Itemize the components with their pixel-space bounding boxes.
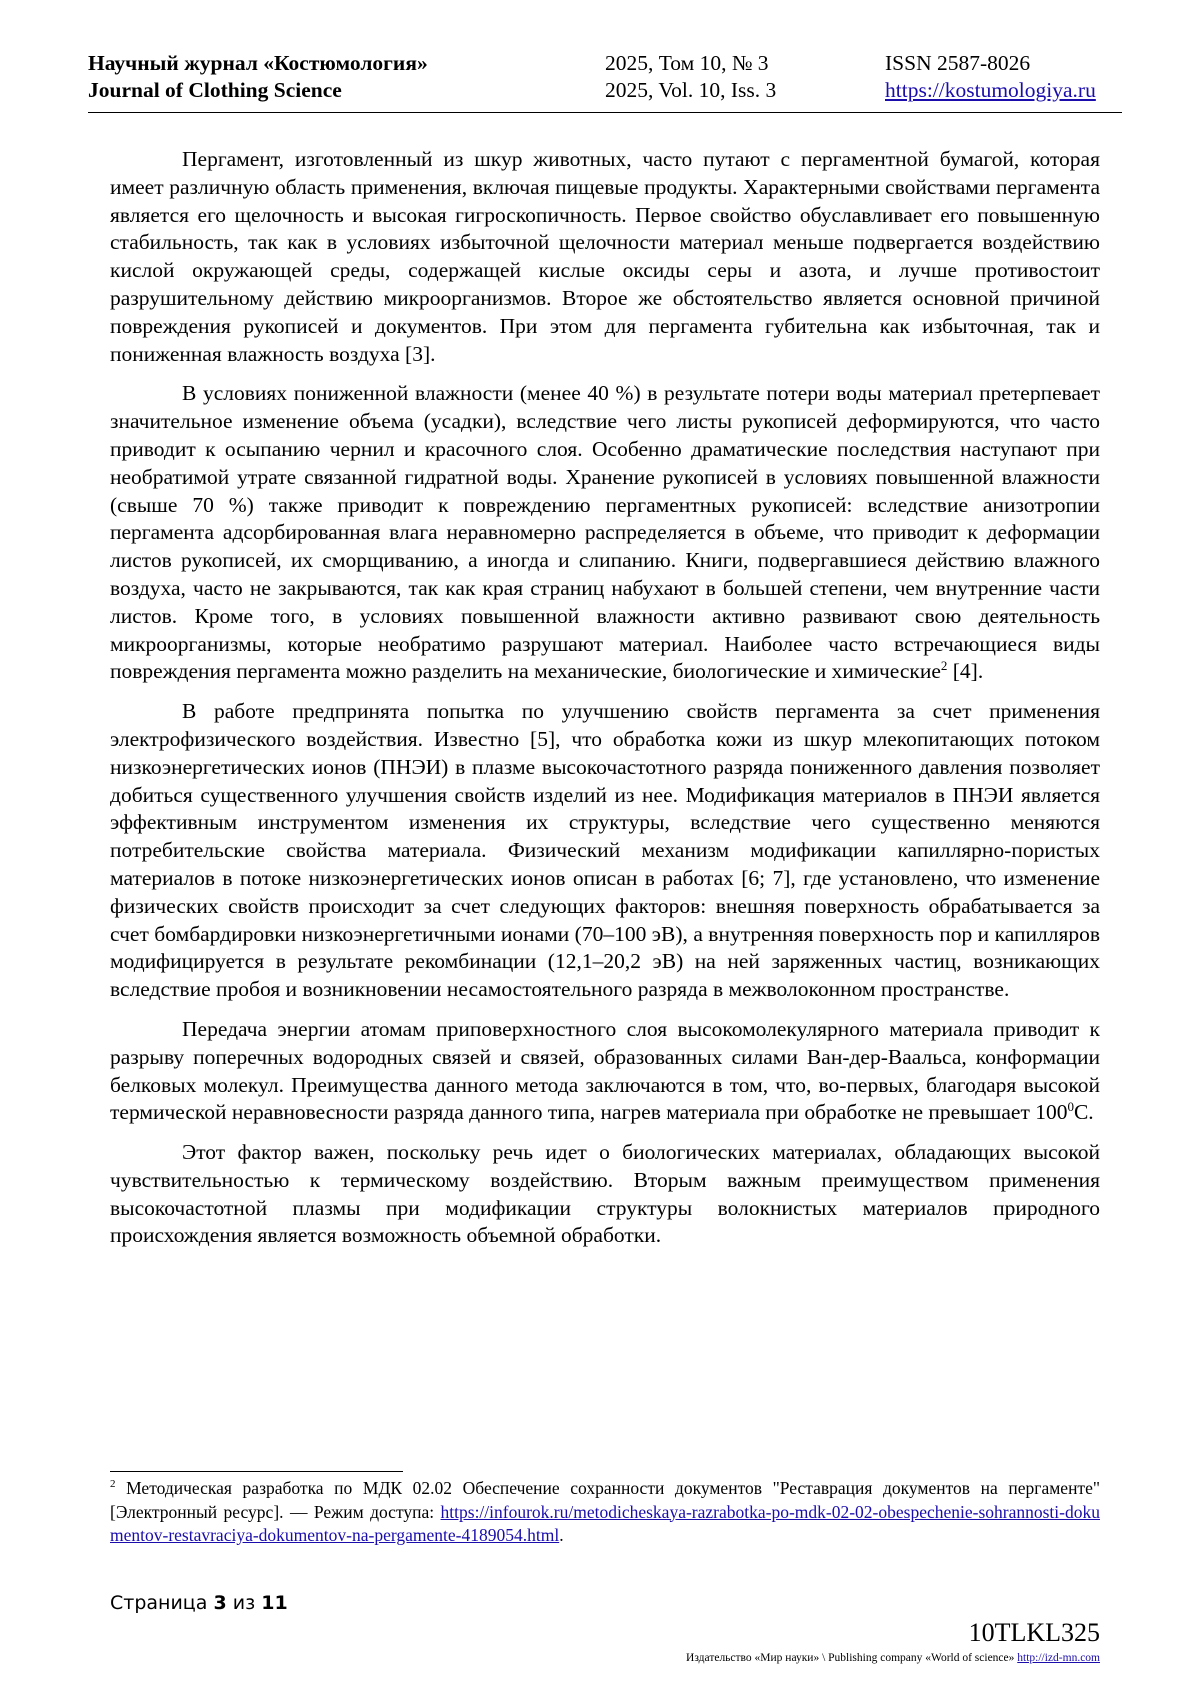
issue-en: 2025, Vol. 10, Iss. 3 — [605, 78, 777, 102]
issn-block — [885, 50, 1096, 104]
journal-header — [88, 50, 1122, 113]
paragraph-5: Этот фактор важен, поскольку речь идет о биологических материалах, обладающих высокой чувствительностью к термическому воздействию. Вторым важным преимуществом применения высокочастотной плазмы при модификации структуры волокнистых материалов природного происхождения является возможность объемной обработки. — [110, 1140, 1100, 1248]
footnote-link[interactable]: https://infourok.ru/metodicheskaya-razrabotka-po-mdk-02-02-obespechenie-sohrannosti-dokumentov-restavraciya-dokumentov-na-pergamente-4189054.html — [110, 1501, 1100, 1545]
publisher-line: Издательство «Мир науки» \ Publishing company «World of science» http://izd-mn.com — [686, 1652, 1100, 1664]
publisher-link[interactable]: http://izd-mn.com — [1017, 1652, 1100, 1664]
journal-name-block — [88, 50, 428, 104]
issue-ru: 2025, Том 10, № 3 — [605, 51, 769, 75]
article-body — [110, 146, 1100, 1262]
footnote-text: Методическая разработка по МДК 02.02 Обеспечение сохранности документов "Реставрация документов на пергаменте" [Электронный ресурс]. — Режим доступа: — [110, 1478, 1100, 1522]
footnote-ref-2[interactable]: 2 — [940, 658, 948, 674]
issue-block — [605, 50, 776, 104]
paragraph-4: Передача энергии атомам приповерхностного слоя высокомолекулярного материала приводит к разрыву поперечных водородных связей и связей, образованных силами Ван-дер-Ваальса, конформации белковых молекул. Преимущества данного метода заключаются в том, что, во-первых, благодаря высокой термической неравновесности разряда данного типа, нагрев материала при обработке не превышает $100^0С$. — [110, 1016, 1100, 1125]
issn: ISSN 2587-8026 — [885, 51, 1031, 75]
journal-name-ru: Научный журнал «Костюмология» — [88, 51, 428, 75]
journal-url-link[interactable]: https://kostumologiya.ru — [885, 78, 1096, 102]
article-code: 10TLKL325 — [968, 1618, 1100, 1647]
paragraph-2: В условиях пониженной влажности (менее 40 %) в результате потери воды материал претерпевает значительное изменение объема (усадки), вследствие чего листы рукописей деформируются, что часто приводит к осыпанию чернил и красочного слоя. Особенно драматические последствия наступают при необратимой утрате связанной гидратной воды. Хранение рукописей в условиях повышенной влажности (свыше 70 %) также приводит к повреждению пергаментных рукописей: вследствие анизотропии пергамента адсорбированная влага неравномерно распределяется в объеме, что приводит к деформации листов рукописей, их сморщиванию, а иногда и слипанию. Книги, подвергавшиеся действию влажного воздуха, часто не закрываются, так как края страниц набухают в большей степени, чем внутренние части листов. Кроме того, в условиях повышенной влажности активно развивают свою деятельность микроорганизмы, которые необратимо разрушают материал. Наиболее часто встречающиеся виды повреждения пергамента можно разделить на механические, биологические и химические$^2$ [4]. — [110, 381, 1100, 684]
journal-name-en: Journal of Clothing Science — [88, 78, 342, 102]
paragraph-3: В работе предпринята попытка по улучшению свойств пергамента за счет применения электрофизического воздействия. Известно [5], что обработка кожи из шкур млекопитающих потоком низкоэнергетических ионов (ПНЭИ) в плазме высокочастотного разряда пониженного давления позволяет добиться существенного улучшения свойств изделий из нее. Модификация материалов в ПНЭИ является эффективным инструментом изменения их структуры, вследствие чего существенно меняются потребительские свойства материала. Физический механизм модификации капиллярно-пористых материалов в потоке низкоэнергетических ионов описан в работах [6; 7], где установлено, что изменение физических свойств происходит за счет следующих факторов: внешняя поверхность обрабатывается за счет бомбардировки низкоэнергетичными ионами (70–100 эВ), а внутренняя поверхность пор и капилляров модифицируется в результате рекомбинации (12,1–20,2 эВ) на ней заряженных частиц, возникающих вследствие пробоя и возникновении несамостоятельного разряда в межволоконном пространстве. — [110, 699, 1100, 1002]
footnote-2: $^2$ Методическая разработка по МДК 02.02 Обеспечение сохранности документов "Реставрация документов на пергаменте" [Электронный ресурс]. — Режим доступа: https://infourok.ru/metodicheskaya-razrabotka-po-mdk-02-02-obespechenie-sohrannosti-dokumentov-restavraciya-dokumentov-na-pergamente-4189054.html. — [110, 1478, 1100, 1545]
paragraph-1: Пергамент, изготовленный из шкур животных, часто путают с пергаментной бумагой, которая имеет различную область применения, включая пищевые продукты. Характерными свойствами пергамента является его щелочность и высокая гигроскопичность. Первое свойство обуславливает его повышенную стабильность, так как в условиях избыточной щелочности материал меньше подвергается воздействию кислой окружающей среды, содержащей кислые оксиды серы и азота, и лучше противостоит разрушительному действию микроорганизмов. Второе же обстоятельство является основной причиной повреждения рукописей и документов. При этом для пергамента губительна как избыточная, так и пониженная влажность воздуха [3]. — [110, 147, 1100, 366]
footnote-separator — [110, 1471, 403, 1472]
footnote-mark: 2 — [110, 1478, 116, 1491]
degree-superscript: 0 — [1067, 1099, 1074, 1115]
page-number: Страница 3 из 11 — [110, 1592, 288, 1614]
